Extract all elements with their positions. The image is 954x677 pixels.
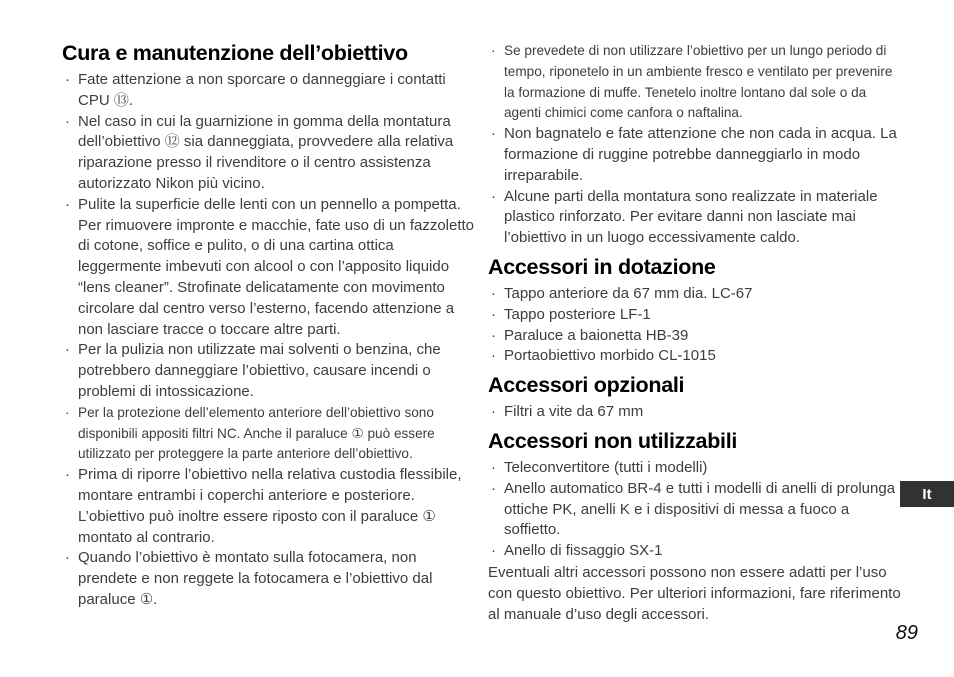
section-title-optional-accessories: Accessori opzionali [488,373,685,398]
list-item: · Paraluce a baionetta HB-39 [488,326,906,347]
section-title-incompatible-accessories: Accessori non utilizzabili [488,428,738,453]
accessories-note: Eventuali altri accessori possono non essere adatti per l’uso con questo obiettivo. Per ulteriori informazioni, fare riferimento al manuale d’uso degli accessori. [488,563,901,623]
optional-accessories-list [488,402,906,423]
list-item: · Per la pulizia non utilizzate mai solventi o benzina, che potrebbero danneggiare l’obiettivo, causare incendi o problemi di intossicazione. [62,340,478,402]
care-bullet-list-continued [488,41,906,249]
list-item: · Portaobiettivo morbido CL-1015 [488,346,906,367]
page-number: 89 [895,622,918,644]
incompatible-accessories-list [488,458,906,562]
list-item: · Quando l’obiettivo è montato sulla fotocamera, non prendete e non reggete la fotocamera e l’obiettivo dal paraluce ①. [62,548,478,610]
list-item: · Anello automatico BR-4 e tutti i modelli di anelli di prolunga ottiche PK, anelli K e i dispositivi di messa a fuoco a soffietto. [488,479,906,541]
list-item: · Anello di fissaggio SX-1 [488,541,906,562]
list-item: · Teleconvertitore (tutti i modelli) [488,458,906,479]
list-item: · Se prevedete di non utilizzare l’obiettivo per un lungo periodo di tempo, riponetelo in un ambiente fresco e ventilato per prevenire la formazione di muffe. Tenetelo inoltre lontano dal sole o da agenti chimici come canfora o naftalina. [488,41,906,124]
list-item: · Per la protezione dell’elemento anteriore dell’obiettivo sono disponibili appositi filtri NC. Anche il paraluce ① può essere utilizzato per proteggere la parte anteriore dell’obiettivo. [62,403,478,465]
list-item: · Nel caso in cui la guarnizione in gomma della montatura dell’obiettivo ⑫ sia danneggiata, provvedere alla relativa riparazione presso il rivenditore o il centro assistenza autorizzato Nikon più vicino. [62,112,478,195]
section-title-supplied-accessories: Accessori in dotazione [488,254,716,279]
supplied-accessories-list [488,284,906,367]
left-column [62,41,478,625]
list-item: · Prima di riporre l’obiettivo nella relativa custodia flessibile, montare entrambi i coperchi anteriore e posteriore. L’obiettivo può inoltre essere riposto con il paraluce ① montato al contrario. [62,465,478,548]
list-item: · Tappo posteriore LF-1 [488,305,906,326]
list-item: · Fate attenzione a non sporcare o danneggiare i contatti CPU ⑬. [62,70,478,112]
right-column [488,41,906,625]
care-bullet-list [62,70,478,611]
list-item: · Tappo anteriore da 67 mm dia. LC-67 [488,284,906,305]
list-item: · Pulite la superficie delle lenti con un pennello a pompetta. Per rimuovere impronte e macchie, fate uso di un fazzoletto di cotone, soffice e pulito, o di una cartina ottica leggermente imbevuti con alcool o con l’apposito liquido “lens cleaner”. Strofinate delicatamente con movimento circolare dal centro verso l’esterno, facendo attenzione a non lasciare tracce o toccare altre parti. [62,195,478,341]
list-item: · Filtri a vite da 67 mm [488,402,906,423]
section-title-care: Cura e manutenzione dell’obiettivo [62,41,408,65]
language-tab: It [900,481,954,507]
list-item: · Alcune parti della montatura sono realizzate in materiale plastico rinforzato. Per evitare danni non lasciate mai l’obiettivo in un luogo eccessivamente caldo. [488,187,906,249]
list-item: · Non bagnatelo e fate attenzione che non cada in acqua. La formazione di ruggine potrebbe danneggiarlo in modo irreparabile. [488,124,906,186]
